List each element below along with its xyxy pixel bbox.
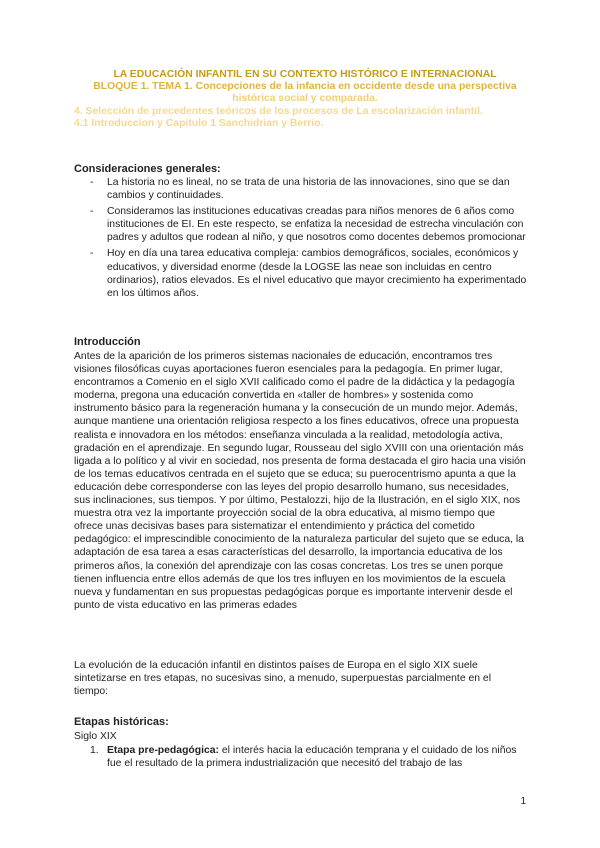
stages-subheading: Siglo XIX [74, 731, 117, 742]
list-item [90, 176, 530, 202]
stage-title: Etapa pre-pedagógica: [107, 745, 220, 756]
list-item-text: Hoy en día una tarea educativa compleja: cambios demográficos, sociales, económicos y educativos, y diversidad enorme (desde la LOGSE las neae son incluidas en centro ordinarios), ratios elevados. Es el nivel educativo que mayor crecimiento ha experimentado en los últimos años. [107, 248, 527, 299]
header-title: LA EDUCACIÓN INFANTIL EN SU CONTEXTO HISTÓRICO E INTERNACIONAL [113, 69, 497, 80]
header-block-topic: BLOQUE 1. TEMA 1. Concepciones de la infancia en occidente desde una perspectiva [93, 81, 517, 93]
stages-heading: Etapas históricas: [74, 716, 169, 728]
bullet-dash: - [90, 177, 94, 188]
page-number: 1 [520, 796, 526, 807]
list-number: 1. [90, 745, 99, 756]
header-block-topic-continued: histórica social y comparada. [232, 93, 378, 105]
bullet-dash: - [90, 248, 94, 260]
list-item [90, 247, 530, 299]
considerations-heading: Consideraciones generales: [74, 163, 221, 175]
list-item [90, 205, 530, 244]
introduction-heading: Introducción [74, 336, 141, 348]
list-item-text: La historia no es lineal, no se trata de una historia de las innovaciones, sino que se dan cambios y continuidades. [107, 177, 510, 202]
stage-description: el interés hacia la educación temprana y el cuidado de los niños fue el resultado de la primera industrialización que necesitó del trabajo de las [107, 745, 517, 770]
list-item-text [90, 744, 526, 770]
document-header [60, 69, 550, 130]
header-subsection: 4.1 Introduccion y Capitulo 1 Sanchidrian y Berrio. [74, 117, 324, 129]
stages-list-item [90, 744, 526, 770]
bullet-dash: - [90, 206, 94, 218]
considerations-list [90, 176, 530, 303]
introduction-paragraph-2: La evolución de la educación infantil en distintos países de Europa en el siglo XIX suele sintetizarse en tres etapas, no sucesivas sino, a menudo, superpuestas parcialmente en el tiempo: [74, 660, 492, 698]
list-item-text: Consideramos las instituciones educativas creadas para niños menores de 6 años como instituciones de EI. En este respecto, se enfatiza la necesidad de estrecha vinculación con padres y adultos que rodean al niño, y que nosotros como docentes debemos promocionar [107, 206, 526, 244]
header-section: 4. Selección de precedentes teóricos de los procesos de La escolarización infantil. [74, 105, 483, 117]
introduction-paragraph: Antes de la aparición de los primeros sistemas nacionales de educación, encontramos tres visiones filosóficas cuyas aportaciones fueron esenciales para la pedagogía. En primer lugar, encontramos a Comenio en el siglo XVII calificado como el padre de la didáctica y la pedagogía moderna, pregona una educación convertida en «taller de hombres» y sostenida como instrumento básico para la regeneración humana y la consecución de un mundo mejor. Además, aunque mantiene una orientación religiosa respecto a los fines educativos, ofrece una propuesta realista e innovadora en los métodos: enseñanza vinculada a la realidad, metodología activa, gradación en el aprendizaje. En segundo lugar, Rousseau del siglo XVIII con una orientación más ligada a lo político y al vivir en sociedad, nos presenta de forma destacada el giro hacia una visión de los temas educativos centrada en el sujeto que se educa; su puerocentrismo apunta a que la educación debe corresponderse con las leyes del propio desarrollo humano, sus necesidades, sus inclinaciones, sus tiempos. Y por último, Pestalozzi, hijo de la Ilustración, en el siglo XIX, nos muestra otra vez la importante proyección social de la obra educativa, al mismo tiempo que ofrece unas decisivas bases para sistematizar el entendimiento y práctica del cometido pedagógico: el imprescindible conocimiento de la naturaleza particular del sujeto que se educa, la adaptación de esa tarea a esas características del desarrollo, la importancia educativa de los primeros años, la conexión del aprendizaje con las cosas concretas. Los tres se unen porque tienen influencia entre ellos además de que los tres influyen en los movimientos de la escuela nueva y fundamentan en sus propuestas pedagógicas porque es importante intervenir desde el punto de vista educativo en las primeras edades [74, 351, 526, 611]
